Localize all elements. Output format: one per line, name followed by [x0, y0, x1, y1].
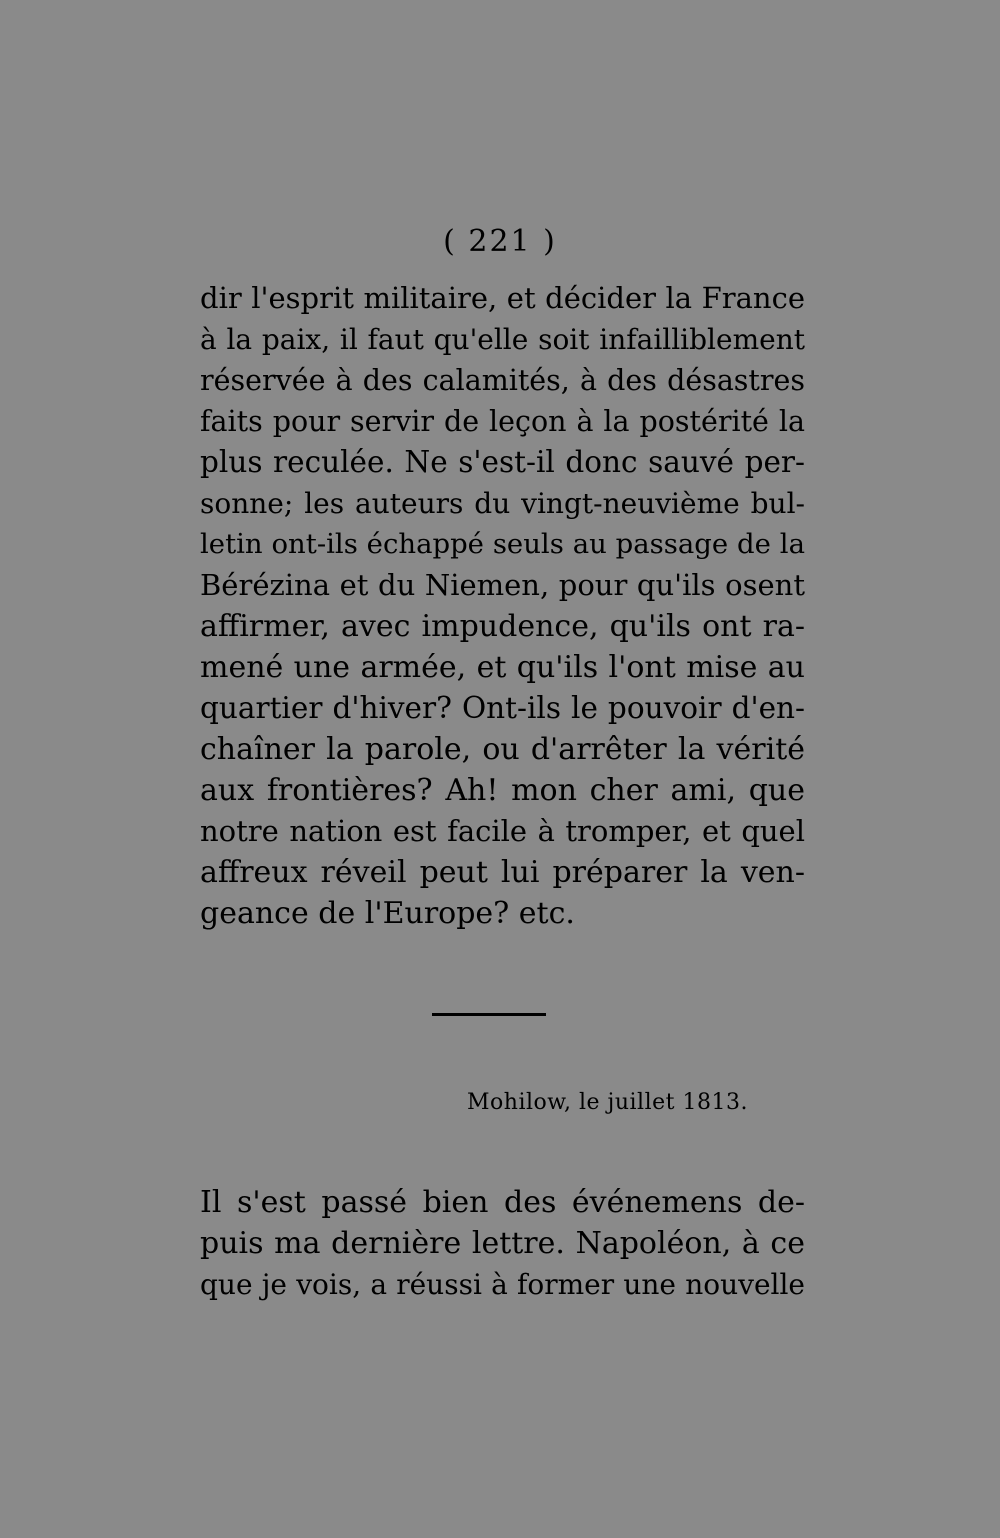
new-letter-paragraph: [200, 1182, 805, 1305]
text-line: dir l'esprit militaire, et décider la France: [200, 281, 805, 315]
text-line: quartier d'hiver? Ont-ils le pouvoir d'en-: [200, 691, 805, 725]
text-line: puis ma dernière lettre. Napoléon, à ce: [200, 1226, 805, 1261]
text-line: aux frontières? Ah! mon cher ami, que: [200, 773, 805, 808]
text-line: chaîner la parole, ou d'arrêter la vérité: [200, 732, 805, 767]
text-line: réservée à des calamités, à des désastres: [200, 364, 805, 397]
letter-dateline: Mohilow, le juillet 1813.: [467, 1090, 748, 1115]
text-line: mené une armée, et qu'ils l'ont mise au: [200, 650, 805, 685]
text-line: faits pour servir de leçon à la postérité la: [200, 405, 805, 438]
text-line: affreux réveil peut lui préparer la ven-: [200, 855, 805, 890]
text-line: notre nation est facile à tromper, et quel: [200, 814, 805, 848]
text-line: que je vois, a réussi à former une nouvelle: [200, 1268, 805, 1301]
text-line: geance de l'Europe? etc.: [200, 896, 575, 931]
text-line: Bérézina et du Niemen, pour qu'ils osent: [200, 568, 805, 602]
text-line: letin ont-ils échappé seuls au passage de la: [200, 528, 805, 560]
text-line: sonne; les auteurs du vingt-neuvième bul-: [200, 487, 805, 520]
section-separator-rule: [432, 1013, 546, 1016]
letter-paragraph-continued: [200, 278, 805, 934]
page-number: ( 221 ): [443, 224, 557, 259]
text-line: affirmer, avec impudence, qu'ils ont ra-: [200, 609, 805, 644]
text-line: Il s'est passé bien des événemens de-: [200, 1185, 805, 1220]
text-line: plus reculée. Ne s'est-il donc sauvé per-: [200, 445, 805, 479]
text-line: à la paix, il faut qu'elle soit infailliblement: [200, 323, 805, 356]
